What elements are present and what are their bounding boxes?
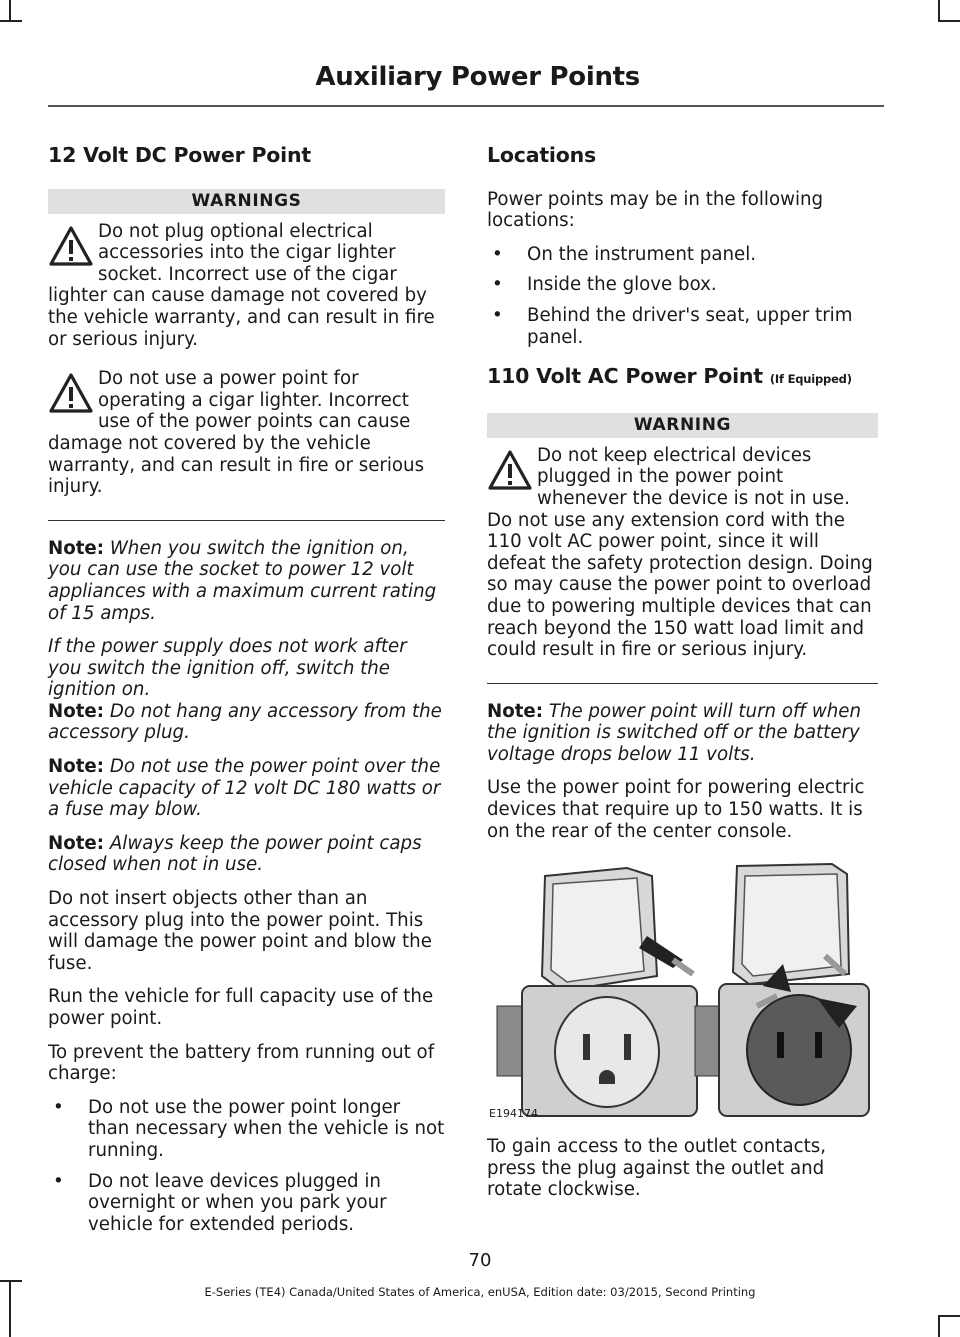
warning-triangle-icon — [48, 372, 98, 418]
outlet-illustration — [487, 856, 878, 1124]
note-text: Always keep the power point caps closed when not in use. — [48, 832, 422, 876]
warning-block — [487, 445, 878, 661]
note-text: When you switch the ignition on, you can use the socket to power 12 volt appliances with a maximum current rating of 15 amps. — [48, 537, 437, 624]
edition-info: E-Series (TE4) Canada/United States of America, enUSA, Edition date: 03/2015, Second Printing — [204, 1285, 756, 1299]
crop-mark — [9, 0, 11, 22]
list-item — [48, 1171, 445, 1236]
heading-tag: (If Equipped) — [769, 372, 852, 387]
crop-mark — [938, 20, 960, 22]
list-item — [487, 244, 878, 266]
list-item-text: Behind the driver's seat, upper trim panel. — [527, 304, 853, 348]
crop-mark — [938, 1315, 960, 1317]
list-item-text: Inside the glove box. — [527, 274, 717, 296]
warnings-end-rule — [48, 520, 445, 521]
page-title: Auxiliary Power Points — [315, 62, 640, 92]
bullet-icon: • — [53, 1170, 64, 1192]
bullet-icon: • — [53, 1096, 64, 1118]
warning-triangle-icon — [487, 449, 537, 495]
bullet-icon: • — [492, 304, 503, 326]
warning-block — [48, 221, 445, 351]
list-item — [487, 305, 878, 348]
paragraph: To gain access to the outlet contacts, press the plug against the outlet and rotate clockwise. — [487, 1136, 826, 1201]
list-item — [487, 274, 878, 296]
paragraph: Use the power point for powering electric devices that require up to 150 watts. It is on the rear of the center console. — [487, 777, 865, 842]
figure-code: E194174 — [489, 1106, 538, 1120]
note-text: Do not use the power point over the vehicle capacity of 12 volt DC 180 watts or a fuse may blow. — [48, 756, 441, 821]
note — [48, 538, 445, 624]
list-item-text: Do not use the power point longer than necessary when the vehicle is not running. — [88, 1096, 445, 1161]
paragraph: Run the vehicle for full capacity use of the power point. — [48, 986, 434, 1029]
note-label: Note: — [48, 700, 105, 722]
warnings-header: WARNINGS — [48, 189, 445, 214]
note-label: Note: — [48, 756, 105, 778]
warning-block — [48, 368, 445, 498]
crop-mark — [0, 20, 22, 22]
list-item-text: On the instrument panel. — [527, 243, 757, 265]
page-number: 70 — [468, 1250, 492, 1271]
bullet-list — [48, 1097, 445, 1236]
note-text: The power point will turn off when the ignition is switched off or the battery voltage drops below 11 volts. — [487, 700, 862, 765]
crop-mark — [0, 1280, 22, 1282]
section-heading-110v — [487, 366, 878, 391]
note-label: Note: — [487, 700, 544, 722]
warning-end-rule — [487, 683, 878, 684]
paragraph: To prevent the battery from running out of charge: — [48, 1041, 435, 1085]
outlet-right — [695, 864, 869, 1116]
crop-mark — [938, 1315, 940, 1337]
title-rule — [48, 105, 884, 107]
bullet-icon: • — [492, 243, 503, 265]
warning-text: Do not plug optional electrical accessories into the cigar lighter socket. Incorrect use of the cigar lighter can cause damage not covered by the vehicle warranty, and can result in fire or serious injury. — [48, 220, 435, 350]
paragraph: Power points may be in the following locations: — [487, 188, 824, 232]
right-column — [487, 145, 878, 1213]
crop-mark — [938, 0, 940, 22]
paragraph: Do not insert objects other than an accessory plug into the power point. This will damage the power point and blow the fuse. — [48, 888, 432, 974]
section-heading-locations: Locations — [487, 143, 597, 167]
outlet-figure-svg — [487, 856, 878, 1124]
section-heading-12v: 12 Volt DC Power Point — [48, 143, 311, 167]
list-item-text: Do not leave devices plugged in overnight or when you park your vehicle for extended periods. — [88, 1170, 387, 1235]
warning-text: Do not use a power point for operating a cigar lighter. Incorrect use of the power points can cause damage not covered by the vehicle warranty, and can result in fire or serious injury. — [48, 368, 425, 498]
note-text: Do not hang any accessory from the accessory plug. — [48, 700, 442, 744]
note — [48, 756, 445, 821]
italic-text: If the power supply does not work after you switch the ignition off, switch the ignition on. — [48, 636, 407, 701]
note-label: Note: — [48, 537, 105, 559]
warning-header: WARNING — [487, 413, 878, 438]
bullet-icon: • — [492, 274, 503, 296]
warning-text: Do not keep electrical devices plugged in the power point whenever the device is not in use. Do not use any extension cord with the 110 volt AC power point, since it will defeat the safety protection design. Doing so may cause the power point to overload due to powering multiple devices that can reach beyond the 150 watt load limit and could result in fire or serious injury. — [487, 444, 873, 661]
left-column — [48, 145, 445, 1247]
list-item — [48, 1097, 445, 1162]
note — [48, 701, 445, 744]
note — [487, 701, 878, 766]
warning-triangle-icon — [48, 225, 98, 271]
outlet-left — [497, 868, 697, 1116]
note — [48, 833, 445, 876]
italic-paragraph — [48, 636, 445, 701]
heading-text: 110 Volt AC Power Point — [487, 364, 763, 389]
bullet-list — [487, 244, 878, 348]
note-label: Note: — [48, 832, 105, 854]
